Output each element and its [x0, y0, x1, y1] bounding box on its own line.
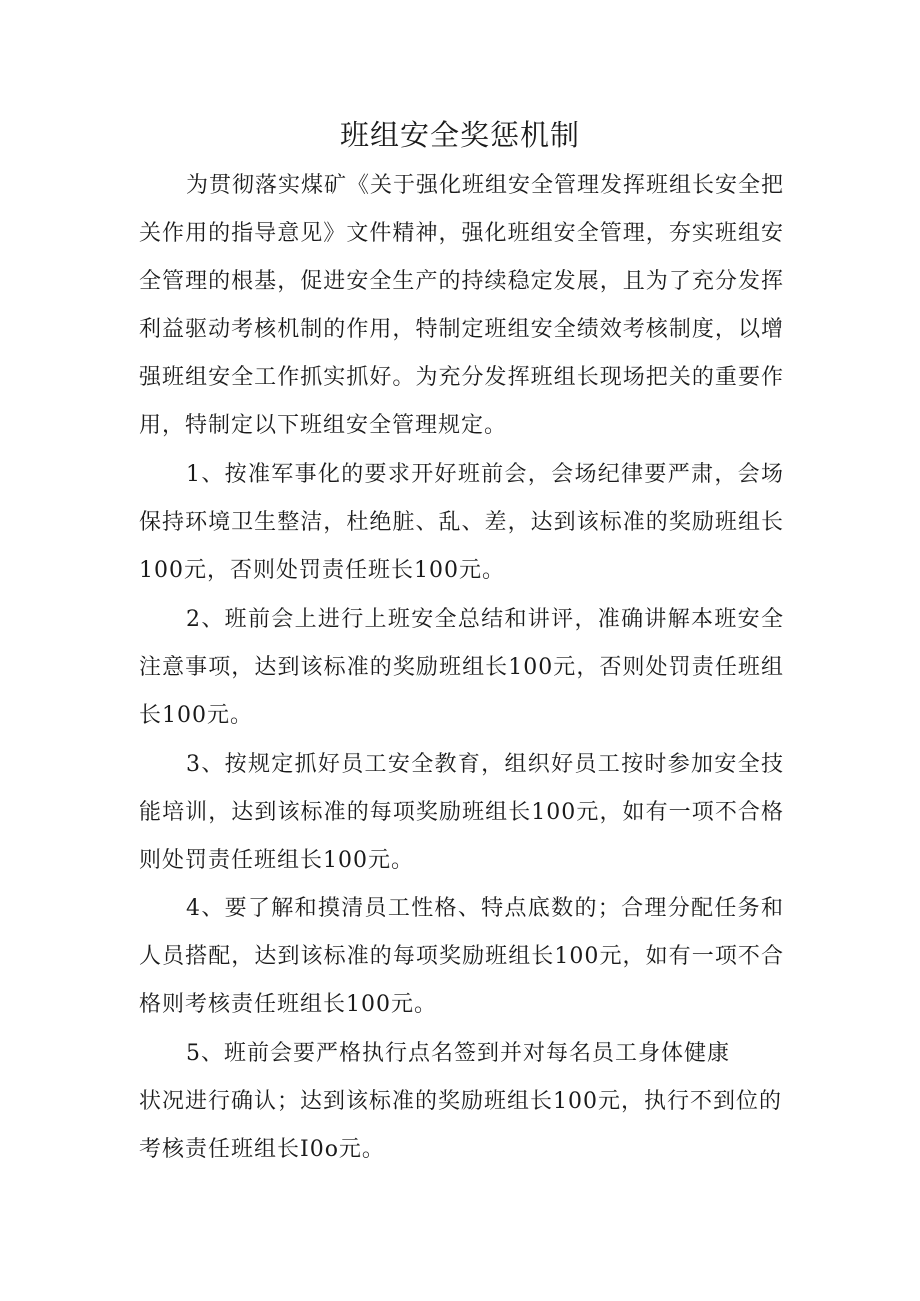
rule-item-1: 1、按准军事化的要求开好班前会，会场纪律要严肃，会场保持环境卫生整洁，杜绝脏、乱、差，达到该标准的奖励班组长100元，否则处罚责任班长100元。 — [139, 462, 784, 583]
rule-item-5-line-2: 状况进行确认；达到该标准的奖励班组长100元，执行不到位的 — [139, 1089, 782, 1114]
rule-item-2: 2、班前会上进行上班安全总结和讲评，准确讲解本班安全注意事项，达到该标准的奖励班组长100元，否则处罚责任班组长100元。 — [139, 607, 784, 728]
rule-item-5 — [139, 1030, 784, 1174]
rule-item-5-line-1: 5、班前会要严格执行点名签到并对每名员工身体健康 — [186, 1041, 730, 1066]
rule-item-4: 4、要了解和摸清员工性格、特点底数的；合理分配任务和人员搭配，达到该标准的每项奖励班组长100元，如有一项不合格则考核责任班组长100元。 — [139, 896, 784, 1017]
intro-paragraph: 为贯彻落实煤矿《关于强化班组安全管理发挥班组长安全把关作用的指导意见》文件精神，强化班组安全管理，夯实班组安全管理的根基，促进安全生产的持续稳定发展，且为了充分发挥利益驱动考核机制的作用，特制定班组安全绩效考核制度，以增强班组安全工作抓实抓好。为充分发挥班组长现场把关的重要作用，特制定以下班组安全管理规定。 — [139, 173, 785, 438]
document-title: 班组安全奖惩机制 — [339, 118, 580, 152]
rule-item-3: 3、按规定抓好员工安全教育，组织好员工按时参加安全技能培训，达到该标准的每项奖励班组长100元，如有一项不合格则处罚责任班组长100元。 — [139, 752, 784, 873]
rule-item-5-line-3: 考核责任班组长I0o元。 — [139, 1137, 385, 1162]
